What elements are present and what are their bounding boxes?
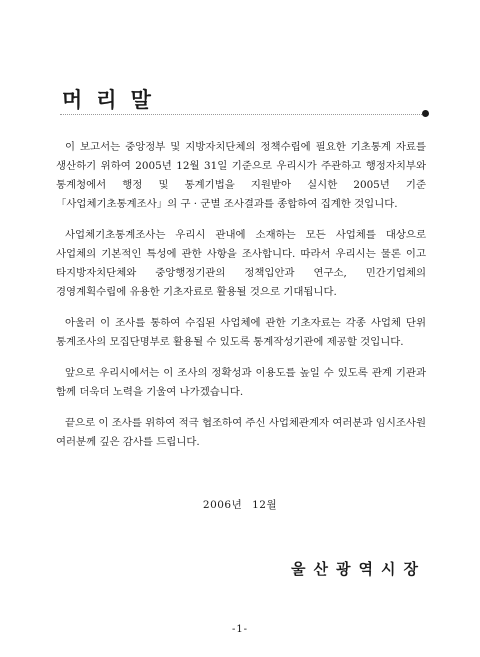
paragraph-1: 이 보고서는 중앙정부 및 지방자치단체의 정책수립에 필요한 기초통계 자료를 생산하기 위하여 2005년 12월 31일 기준으로 우리시가 주관하고 행정자치부와 통계청에서 행정 및 통계기법을 지원받아 실시한 2005년 기준 「사업체기초통계조사」의 구 · 군별 조사결과를 종합하여 집계한 것입니다.: [56, 141, 426, 210]
title-divider: [60, 114, 422, 115]
paragraph-3: 아울러 이 조사를 통하여 수집된 사업체에 관한 기초자료는 각종 사업체 단위 통계조사의 모집단명부로 활용될 수 있도록 통계작성기관에 제공할 것입니다.: [56, 317, 426, 348]
signature-mayor: 울산광역시장: [291, 560, 426, 578]
paragraph-5: 끝으로 이 조사를 위하여 적극 협조하여 주신 사업체관계자 여러분과 임시조사원 여러분께 깊은 감사를 드립니다.: [56, 417, 426, 448]
preface-body: [56, 138, 426, 464]
paragraph-2: 사업체기초통계조사는 우리시 관내에 소재하는 모든 사업체를 대상으로 사업체의 기본적인 특성에 관한 사항을 조사합니다. 따라서 우리시는 물론 이고 타지방자치단체와 중앙행정기관의 정책입안과 연구소, 민간기업체의 경영계획수립에 유용한 기초자료로 활용될 것으로 기대됩니다.: [56, 229, 426, 298]
divider-dot-icon: [422, 110, 429, 117]
page-title: 머리말: [62, 87, 165, 112]
paragraph-4: 앞으로 우리시에서는 이 조사의 정확성과 이용도를 높일 수 있도록 관계 기관과 함께 더욱더 노력을 기울여 나가겠습니다.: [56, 367, 426, 398]
page-number: -1-: [231, 624, 249, 635]
issue-date: 2006년 12월: [202, 499, 278, 511]
